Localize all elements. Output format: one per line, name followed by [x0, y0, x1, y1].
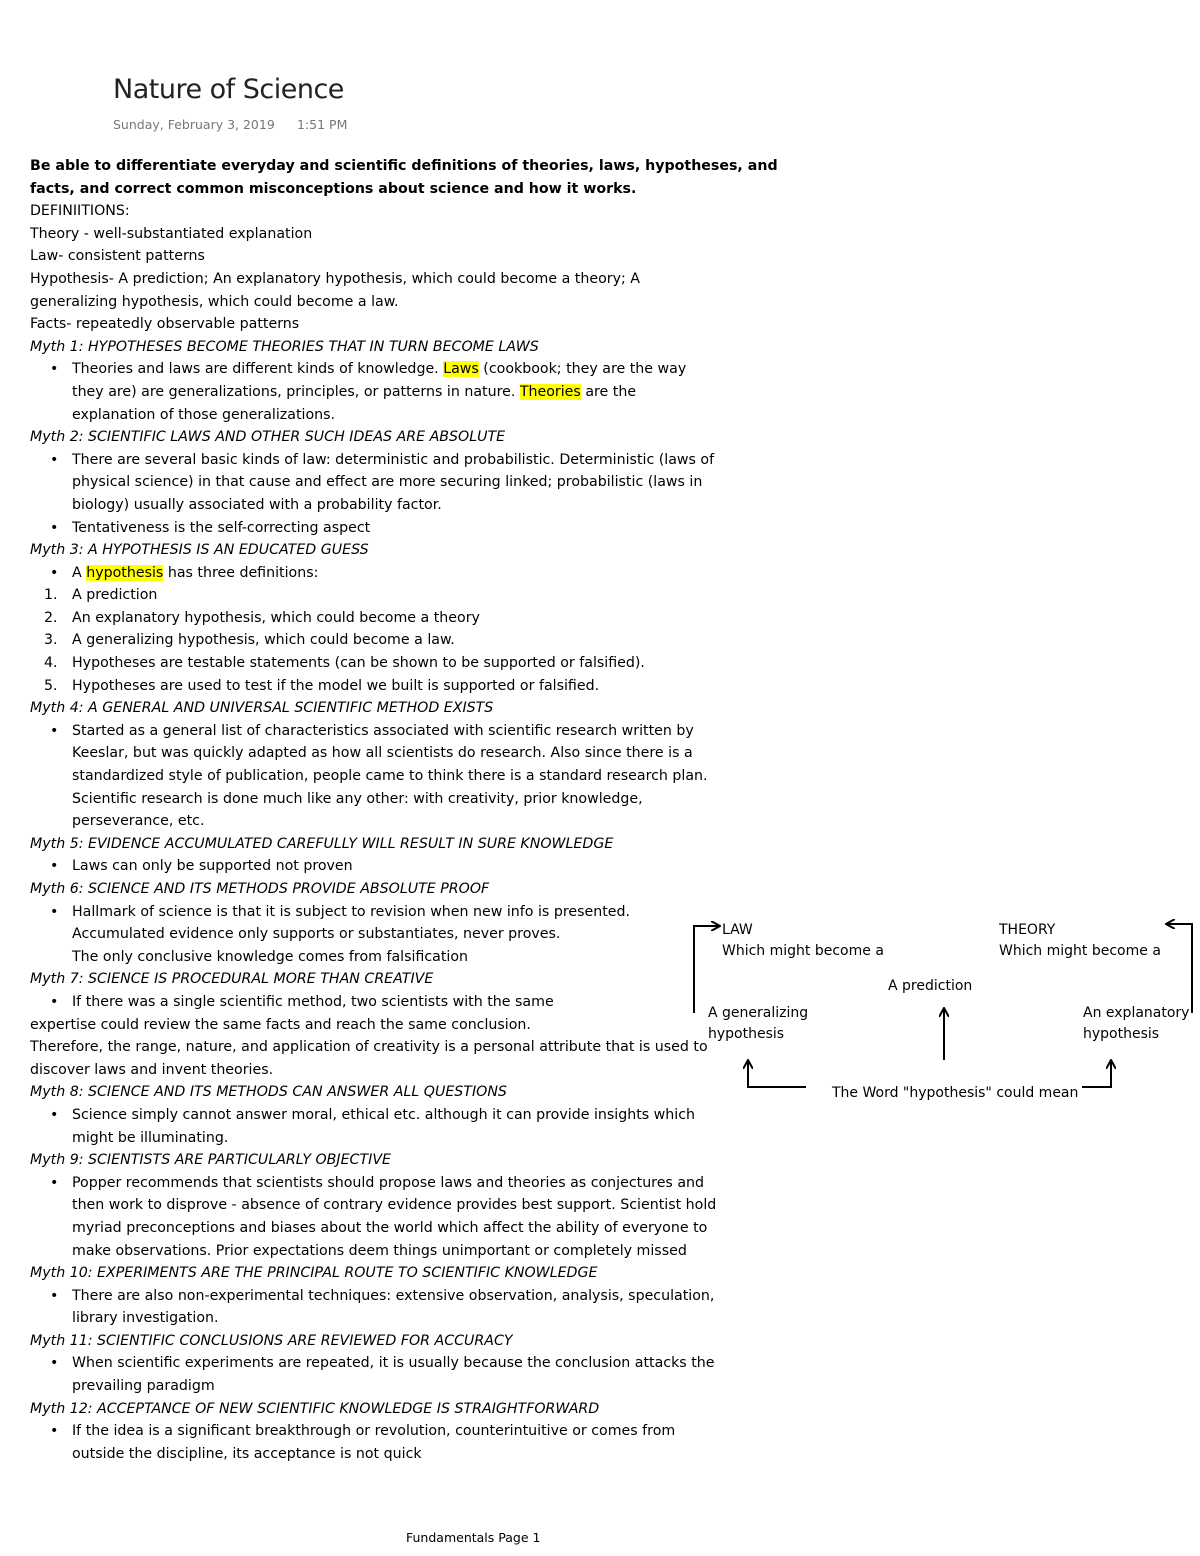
definition-hypothesis: generalizing hypothesis, which could become a law.: [30, 293, 399, 310]
text: A generalizing hypothesis, which could become a law.: [72, 632, 455, 649]
bullet-item: • Hallmark of science is that it is subject to revision when new info is presented.: [30, 901, 760, 924]
myth-heading: Myth 3: A HYPOTHESIS IS AN EDUCATED GUESS: [30, 542, 369, 559]
myth-heading: Myth 11: SCIENTIFIC CONCLUSIONS ARE REVIEWED FOR ACCURACY: [30, 1332, 513, 1349]
item-number: 4.: [44, 655, 58, 672]
page-time: 1:51 PM: [297, 117, 348, 132]
bullet-continuation: might be illuminating.: [72, 1129, 229, 1146]
bullet-item: • There are several basic kinds of law: deterministic and probabilistic. Deterministic (laws of: [30, 449, 760, 472]
bullet-item: • Laws can only be supported not proven: [30, 855, 760, 878]
myth-heading: Myth 4: A GENERAL AND UNIVERSAL SCIENTIFIC METHOD EXISTS: [30, 700, 494, 717]
bullet-item: • When scientific experiments are repeated, it is usually because the conclusion attacks the: [30, 1352, 760, 1375]
text: (cookbook; they are the way: [478, 361, 687, 378]
note-body: [30, 155, 778, 1465]
page-date: Sunday, February 3, 2019: [113, 117, 275, 132]
myth-heading: Myth 8: SCIENCE AND ITS METHODS CAN ANSWER ALL QUESTIONS: [30, 1084, 507, 1101]
bullet-continuation: Accumulated evidence only supports or substantiates, never proves.: [72, 926, 561, 943]
highlight: hypothesis: [86, 564, 164, 581]
intro-line: facts, and correct common misconceptions about science and how it works.: [30, 180, 637, 197]
numbered-item: [30, 675, 760, 698]
numbered-item: [30, 607, 760, 630]
diagram-theory: THEORY: [999, 922, 1056, 938]
definitions-heading: DEFINIITIONS:: [30, 203, 130, 220]
page-title: Nature of Science: [113, 74, 344, 105]
paragraph-line: Therefore, the range, nature, and application of creativity is a personal attribute that is used to: [30, 1039, 708, 1056]
diagram-explanatory-2: hypothesis: [1083, 1026, 1160, 1042]
diagram-generalizing: A generalizing: [708, 1005, 809, 1021]
text: has three definitions:: [163, 564, 319, 581]
bullet-continuation: make observations. Prior expectations deem things unimportant or completely missed: [72, 1242, 687, 1259]
diagram-theory-sub: Which might become a: [999, 943, 1161, 959]
definition-theory: Theory - well-substantiated explanation: [30, 225, 313, 242]
page-footer: Fundamentals Page 1: [406, 1530, 541, 1545]
numbered-item: [30, 652, 760, 675]
arrow-root-to-explanatory: [1082, 1061, 1111, 1087]
bullet-item: [30, 358, 760, 381]
item-number: 2.: [44, 609, 58, 626]
bullet-continuation: Scientific research is done much like any other: with creativity, prior knowledge,: [72, 790, 643, 807]
text: A prediction: [72, 587, 158, 604]
bullet-item: • Popper recommends that scientists should propose laws and theories as conjectures and: [30, 1172, 760, 1195]
bullet-continuation: physical science) in that cause and effect are more securing linked; probabilistic (laws in: [72, 474, 703, 491]
diagram-prediction: A prediction: [888, 978, 973, 994]
bullet-item: • Started as a general list of characteristics associated with scientific research written by: [30, 720, 760, 743]
text: they are) are generalizations, principles, or patterns in nature.: [72, 383, 520, 400]
myth-heading: Myth 1: HYPOTHESES BECOME THEORIES THAT IN TURN BECOME LAWS: [30, 338, 539, 355]
diagram-law: LAW: [722, 922, 753, 938]
numbered-item: [30, 584, 760, 607]
definition-facts: Facts- repeatedly observable patterns: [30, 316, 300, 333]
myth-heading: Myth 10: EXPERIMENTS ARE THE PRINCIPAL ROUTE TO SCIENTIFIC KNOWLEDGE: [30, 1265, 598, 1282]
item-number: 3.: [44, 632, 58, 649]
bullet-continuation: biology) usually associated with a probability factor.: [72, 496, 442, 513]
myth-heading: Myth 2: SCIENTIFIC LAWS AND OTHER SUCH IDEAS ARE ABSOLUTE: [30, 429, 506, 446]
bullet-continuation: [30, 381, 760, 404]
bullet-continuation: expertise could review the same facts and reach the same conclusion.: [30, 1016, 531, 1033]
myth-heading: Myth 6: SCIENCE AND ITS METHODS PROVIDE ABSOLUTE PROOF: [30, 881, 490, 897]
text: Hypotheses are testable statements (can be shown to be supported or falsified).: [72, 655, 645, 672]
bullet-continuation: library investigation.: [72, 1310, 219, 1327]
diagram-explanatory: An explanatory: [1083, 1005, 1190, 1021]
text: are the: [580, 383, 637, 400]
bullet-continuation: myriad preconceptions and biases about the world which affect the ability of everyone to: [72, 1219, 708, 1236]
text: Theories and laws are different kinds of knowledge.: [72, 361, 444, 378]
myth-heading: Myth 12: ACCEPTANCE OF NEW SCIENTIFIC KNOWLEDGE IS STRAIGHTFORWARD: [30, 1400, 600, 1417]
bullet-item: • Science simply cannot answer moral, ethical etc. although it can provide insights which: [30, 1104, 760, 1127]
bullet-continuation: outside the discipline, its acceptance is not quick: [72, 1445, 422, 1462]
bullet-continuation: standardized style of publication, people came to think there is a standard research plan.: [72, 768, 708, 785]
bullet-item: [30, 562, 760, 585]
paragraph-line: discover laws and invent theories.: [30, 1061, 274, 1078]
bullet-item: • If there was a single scientific method, two scientists with the same: [30, 991, 760, 1014]
diagram-generalizing-2: hypothesis: [708, 1026, 785, 1042]
bullet-item: • There are also non-experimental techniques: extensive observation, analysis, speculation,: [30, 1285, 760, 1308]
text: Hypotheses are used to test if the model we built is supported or falsified.: [72, 677, 600, 694]
numbered-item: [30, 629, 760, 652]
bullet-item: • Tentativeness is the self-correcting aspect: [30, 517, 760, 540]
definition-hypothesis: Hypothesis- A prediction; An explanatory hypothesis, which could become a theory; A: [30, 270, 640, 287]
myth-heading: Myth 7: SCIENCE IS PROCEDURAL MORE THAN CREATIVE: [30, 971, 434, 988]
bullet-continuation: perseverance, etc.: [72, 813, 205, 830]
definition-law: Law- consistent patterns: [30, 248, 205, 265]
myth-heading: Myth 5: EVIDENCE ACCUMULATED CAREFULLY WILL RESULT IN SURE KNOWLEDGE: [30, 835, 614, 852]
item-number: 5.: [44, 677, 58, 694]
bullet-continuation: then work to disprove - absence of contrary evidence provides best support. Scientist hold: [72, 1197, 717, 1214]
bullet-continuation: explanation of those generalizations.: [72, 406, 336, 423]
highlight: Theories: [519, 383, 581, 400]
text: An explanatory hypothesis, which could become a theory: [72, 609, 480, 626]
text: A: [72, 564, 87, 581]
arrow-explanatory-to-theory: [1167, 924, 1192, 1013]
item-number: 1.: [44, 587, 58, 604]
diagram-root: The Word "hypothesis" could mean: [832, 1085, 1079, 1101]
bullet-item: • If the idea is a significant breakthrough or revolution, counterintuitive or comes from: [30, 1420, 760, 1443]
bullet-continuation: The only conclusive knowledge comes from falsification: [72, 948, 469, 965]
intro-line: Be able to differentiate everyday and scientific definitions of theories, laws, hypotheses, and: [30, 158, 778, 174]
diagram-law-sub: Which might become a: [722, 943, 884, 959]
myth-heading: Myth 9: SCIENTISTS ARE PARTICULARLY OBJECTIVE: [30, 1152, 391, 1169]
bullet-continuation: prevailing paradigm: [72, 1378, 215, 1395]
highlight: Laws: [443, 361, 479, 378]
bullet-continuation: Keeslar, but was quickly adapted as how all scientists do research. Also since there is a: [72, 745, 693, 762]
